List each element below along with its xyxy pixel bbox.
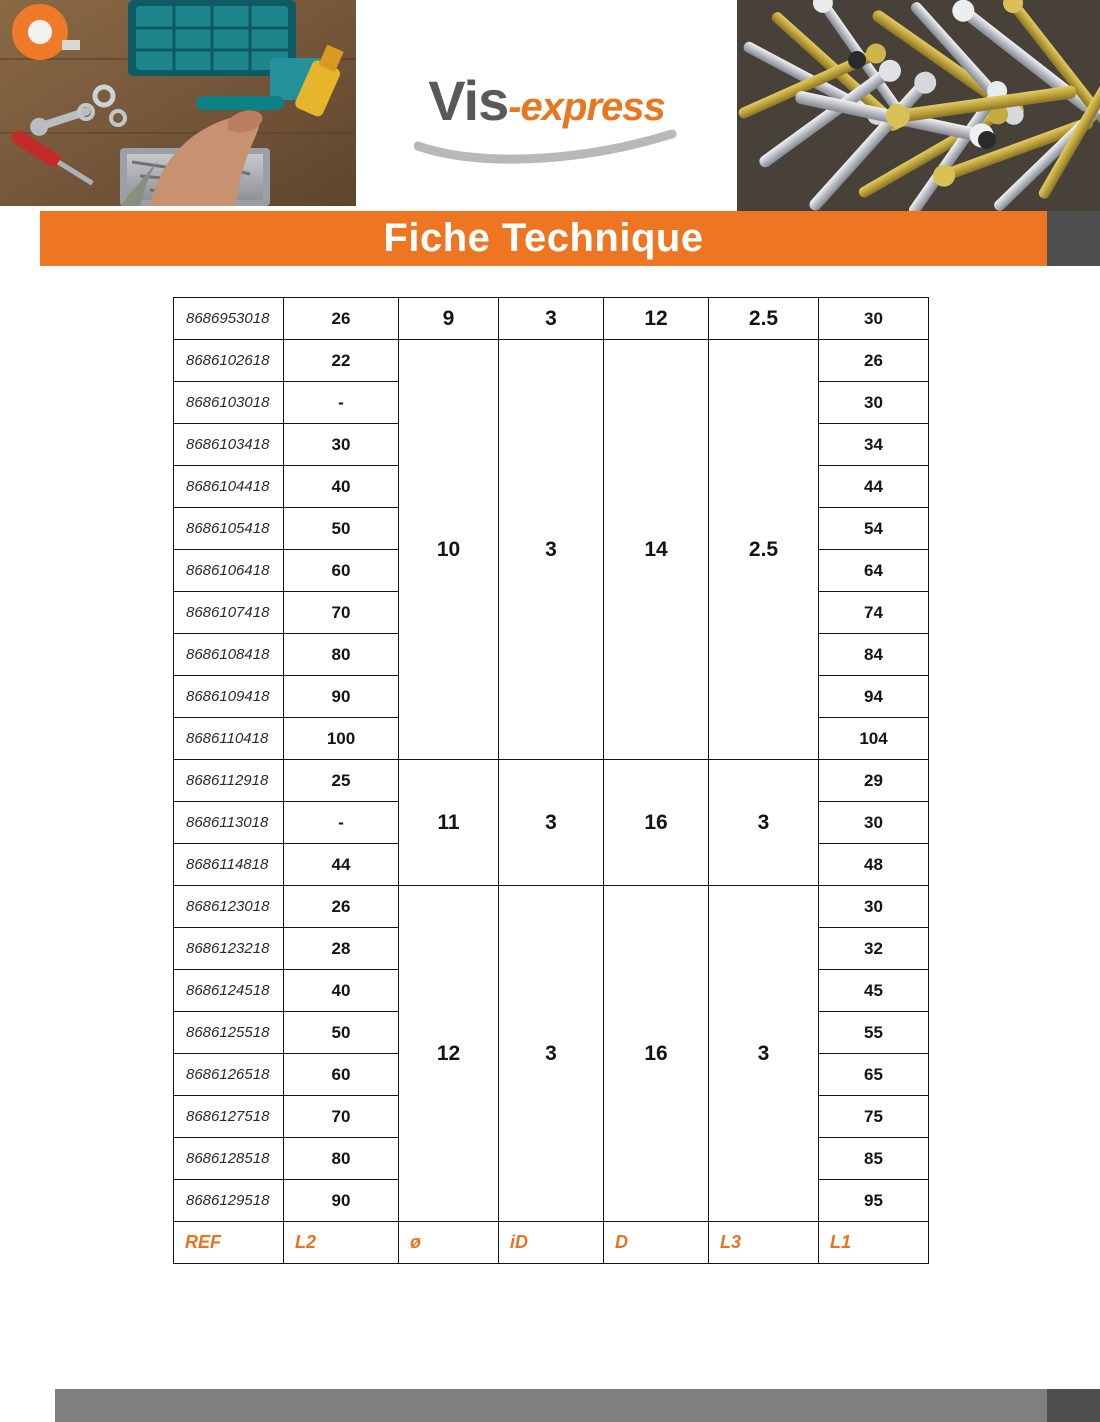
ref-cell: 8686107418 [174, 592, 284, 634]
brand-logo-vis: Vis [428, 69, 509, 132]
l1-cell: 30 [819, 298, 929, 340]
l3-cell: 3 [709, 760, 819, 886]
l2-cell: 80 [284, 1138, 399, 1180]
table-row [174, 886, 929, 928]
workbench-photo-art [0, 0, 356, 206]
l2-cell: 22 [284, 340, 399, 382]
ref-cell: 8686113018 [174, 802, 284, 844]
spec-table [173, 297, 929, 1264]
footer-corner-accent [1047, 1389, 1100, 1422]
l2-cell: 90 [284, 1180, 399, 1222]
l1-cell: 30 [819, 382, 929, 424]
workbench-photo [0, 0, 356, 206]
l1-cell: 64 [819, 550, 929, 592]
l2-cell: 44 [284, 844, 399, 886]
header-l2: L2 [284, 1222, 399, 1264]
ref-cell: 8686126518 [174, 1054, 284, 1096]
ref-cell: 8686128518 [174, 1138, 284, 1180]
table-header-row [174, 1222, 929, 1264]
l1-cell: 26 [819, 340, 929, 382]
ref-cell: 8686106418 [174, 550, 284, 592]
ref-cell: 8686123018 [174, 886, 284, 928]
l2-cell: 70 [284, 592, 399, 634]
l1-cell: 30 [819, 886, 929, 928]
ref-cell: 8686123218 [174, 928, 284, 970]
l1-cell: 29 [819, 760, 929, 802]
l1-cell: 75 [819, 1096, 929, 1138]
ref-cell: 8686110418 [174, 718, 284, 760]
logo-area [356, 0, 737, 206]
l2-cell: 50 [284, 1012, 399, 1054]
l2-cell: 40 [284, 970, 399, 1012]
l1-cell: 55 [819, 1012, 929, 1054]
d-cell: 14 [604, 340, 709, 760]
l2-cell: 60 [284, 1054, 399, 1096]
ref-cell: 8686125518 [174, 1012, 284, 1054]
table-row [174, 760, 929, 802]
l3-cell: 2.5 [709, 298, 819, 340]
header-ref: REF [174, 1222, 284, 1264]
diameter-cell: 10 [399, 340, 499, 760]
l2-cell: 30 [284, 424, 399, 466]
l1-cell: 54 [819, 508, 929, 550]
spec-table-body [174, 298, 929, 1222]
header-d: D [604, 1222, 709, 1264]
l1-cell: 104 [819, 718, 929, 760]
l2-cell: 26 [284, 298, 399, 340]
diameter-cell: 11 [399, 760, 499, 886]
ref-cell: 8686953018 [174, 298, 284, 340]
header-l1: L1 [819, 1222, 929, 1264]
l1-cell: 95 [819, 1180, 929, 1222]
ref-cell: 8686127518 [174, 1096, 284, 1138]
l2-cell: - [284, 802, 399, 844]
l1-cell: 94 [819, 676, 929, 718]
ref-cell: 8686102618 [174, 340, 284, 382]
ref-cell: 8686103018 [174, 382, 284, 424]
header-diameter: ø [399, 1222, 499, 1264]
d-cell: 16 [604, 886, 709, 1222]
l2-cell: 28 [284, 928, 399, 970]
l2-cell: 25 [284, 760, 399, 802]
brand-logo-express: -express [508, 85, 665, 129]
brand-logo [356, 68, 737, 133]
screws-photo-art [737, 0, 1100, 211]
table-row [174, 340, 929, 382]
l2-cell: 40 [284, 466, 399, 508]
header-l3: L3 [709, 1222, 819, 1264]
l2-cell: 50 [284, 508, 399, 550]
l1-cell: 34 [819, 424, 929, 466]
footer-bar [55, 1389, 1047, 1422]
id-cell: 3 [499, 886, 604, 1222]
table-row [174, 298, 929, 340]
l1-cell: 32 [819, 928, 929, 970]
page-title: Fiche Technique [383, 216, 704, 260]
screws-photo [737, 0, 1100, 211]
ref-cell: 8686109418 [174, 676, 284, 718]
l2-cell: - [284, 382, 399, 424]
id-cell: 3 [499, 298, 604, 340]
d-cell: 12 [604, 298, 709, 340]
ref-cell: 8686103418 [174, 424, 284, 466]
banner-corner-accent [1047, 211, 1100, 266]
d-cell: 16 [604, 760, 709, 886]
l1-cell: 74 [819, 592, 929, 634]
l2-cell: 26 [284, 886, 399, 928]
l1-cell: 48 [819, 844, 929, 886]
ref-cell: 8686104418 [174, 466, 284, 508]
l2-cell: 80 [284, 634, 399, 676]
l3-cell: 3 [709, 886, 819, 1222]
l1-cell: 44 [819, 466, 929, 508]
l2-cell: 70 [284, 1096, 399, 1138]
l1-cell: 85 [819, 1138, 929, 1180]
diameter-cell: 12 [399, 886, 499, 1222]
l1-cell: 65 [819, 1054, 929, 1096]
ref-cell: 8686114818 [174, 844, 284, 886]
ref-cell: 8686105418 [174, 508, 284, 550]
l1-cell: 45 [819, 970, 929, 1012]
ref-cell: 8686108418 [174, 634, 284, 676]
l3-cell: 2.5 [709, 340, 819, 760]
l2-cell: 90 [284, 676, 399, 718]
title-banner [40, 211, 1047, 266]
logo-swoosh [414, 128, 679, 170]
l1-cell: 84 [819, 634, 929, 676]
ref-cell: 8686129518 [174, 1180, 284, 1222]
header-id: iD [499, 1222, 604, 1264]
ref-cell: 8686112918 [174, 760, 284, 802]
id-cell: 3 [499, 760, 604, 886]
l2-cell: 100 [284, 718, 399, 760]
l2-cell: 60 [284, 550, 399, 592]
diameter-cell: 9 [399, 298, 499, 340]
id-cell: 3 [499, 340, 604, 760]
l1-cell: 30 [819, 802, 929, 844]
ref-cell: 8686124518 [174, 970, 284, 1012]
